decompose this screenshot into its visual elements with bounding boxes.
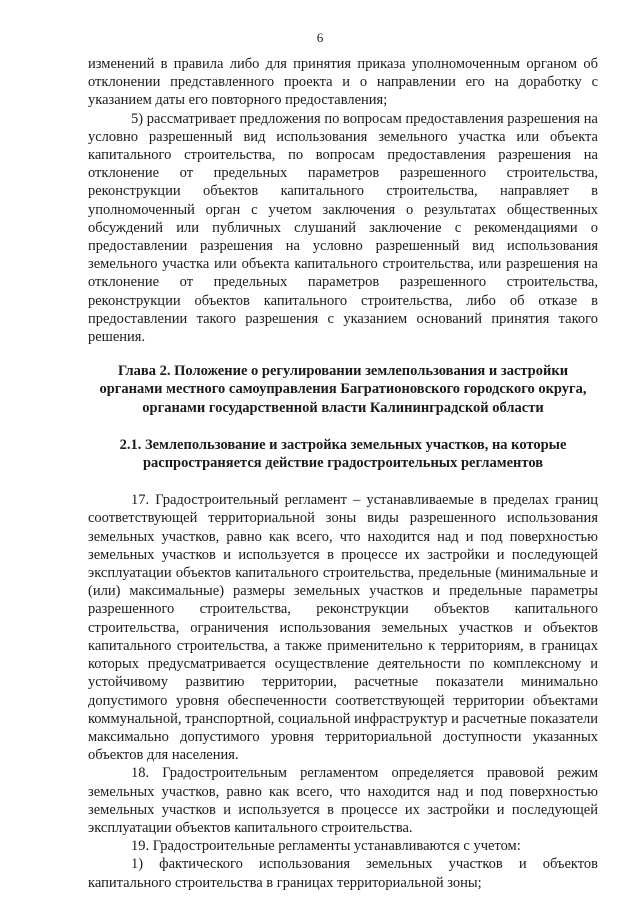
paragraph-17: 17. Градостроительный регламент – устанавливаемые в пределах границ соответствующей территориальной зоны виды разрешенного использования земельных участков, равно как всего, что находится над и под поверхностью земельных участков и используется в процессе их застройки и последующей эксплуатации объектов капитального строительства, предельные (минимальные и (или) максимальные) размеры земельных участков и предельные параметры разрешенного строительства, реконструкции объектов капитального строительства, ограничения использования земельных участков и объектов капитального строительства, а также применительно к территориям, в границах которых предусматривается осуществление деятельности по комплексному и устойчивому развитию территории, расчетные показатели минимально допустимого уровня обеспеченности соответствующей территории объектами коммунальной, транспортной, социальной инфраструктур и расчетные показатели максимально допустимого уровня территориальной доступности указанных объектов для населения. xyxy=(88,492,598,764)
chapter-heading: Глава 2. Положение о регулировании землепользования и застройки органами местного самоуправления Багратионовского городского округа, органами государственной власти Калининградской области xyxy=(99,363,587,416)
paragraph-19: 19. Градостроительные регламенты устанавливаются с учетом: xyxy=(131,838,521,855)
paragraph-18: 18. Градостроительным регламентом определяется правовой режим земельных участков, равно как всего, что находится над и под поверхностью земельных участков и используется в процессе их застройки и последующей эксплуатации объектов капитального строительства. xyxy=(88,765,598,836)
page-number: 6 xyxy=(316,30,324,45)
paragraph-item-5: 5) рассматривает предложения по вопросам предоставления разрешения на условно разрешенный вид использования земельного участка или объекта капитального строительства, по вопросам предоставления разрешения на отклонение от предельных параметров разрешенного строительства, реконструкции объектов капитального строительства, направляет в уполномоченный орган с учетом заключения о результатах общественных обсуждений или публичных слушаний заключение с рекомендациями о предоставлении разрешения на условно разрешенный вид использования земельного участка или объекта капитального строительства, или разрешения на отклонение от предельных параметров разрешенного строительства, реконструкции объектов капитального строительства, либо об отказе в предоставлении такого разрешения с указанием оснований принятия такого решения. xyxy=(88,110,598,346)
paragraph-continuation: изменений в правила либо для принятия приказа уполномоченным органом об отклонении представленного проекта и о направлении его на доработку с указанием даты его повторного предоставления; xyxy=(88,56,598,109)
paragraph-19-item-1: 1) фактического использования земельных участков и объектов капитального строительства в границах территориальной зоны; xyxy=(88,856,598,891)
section-heading: 2.1. Землепользование и застройка земельных участков, на которые распространяется действие градостроительных регламентов xyxy=(119,436,567,472)
document-body xyxy=(88,55,598,892)
